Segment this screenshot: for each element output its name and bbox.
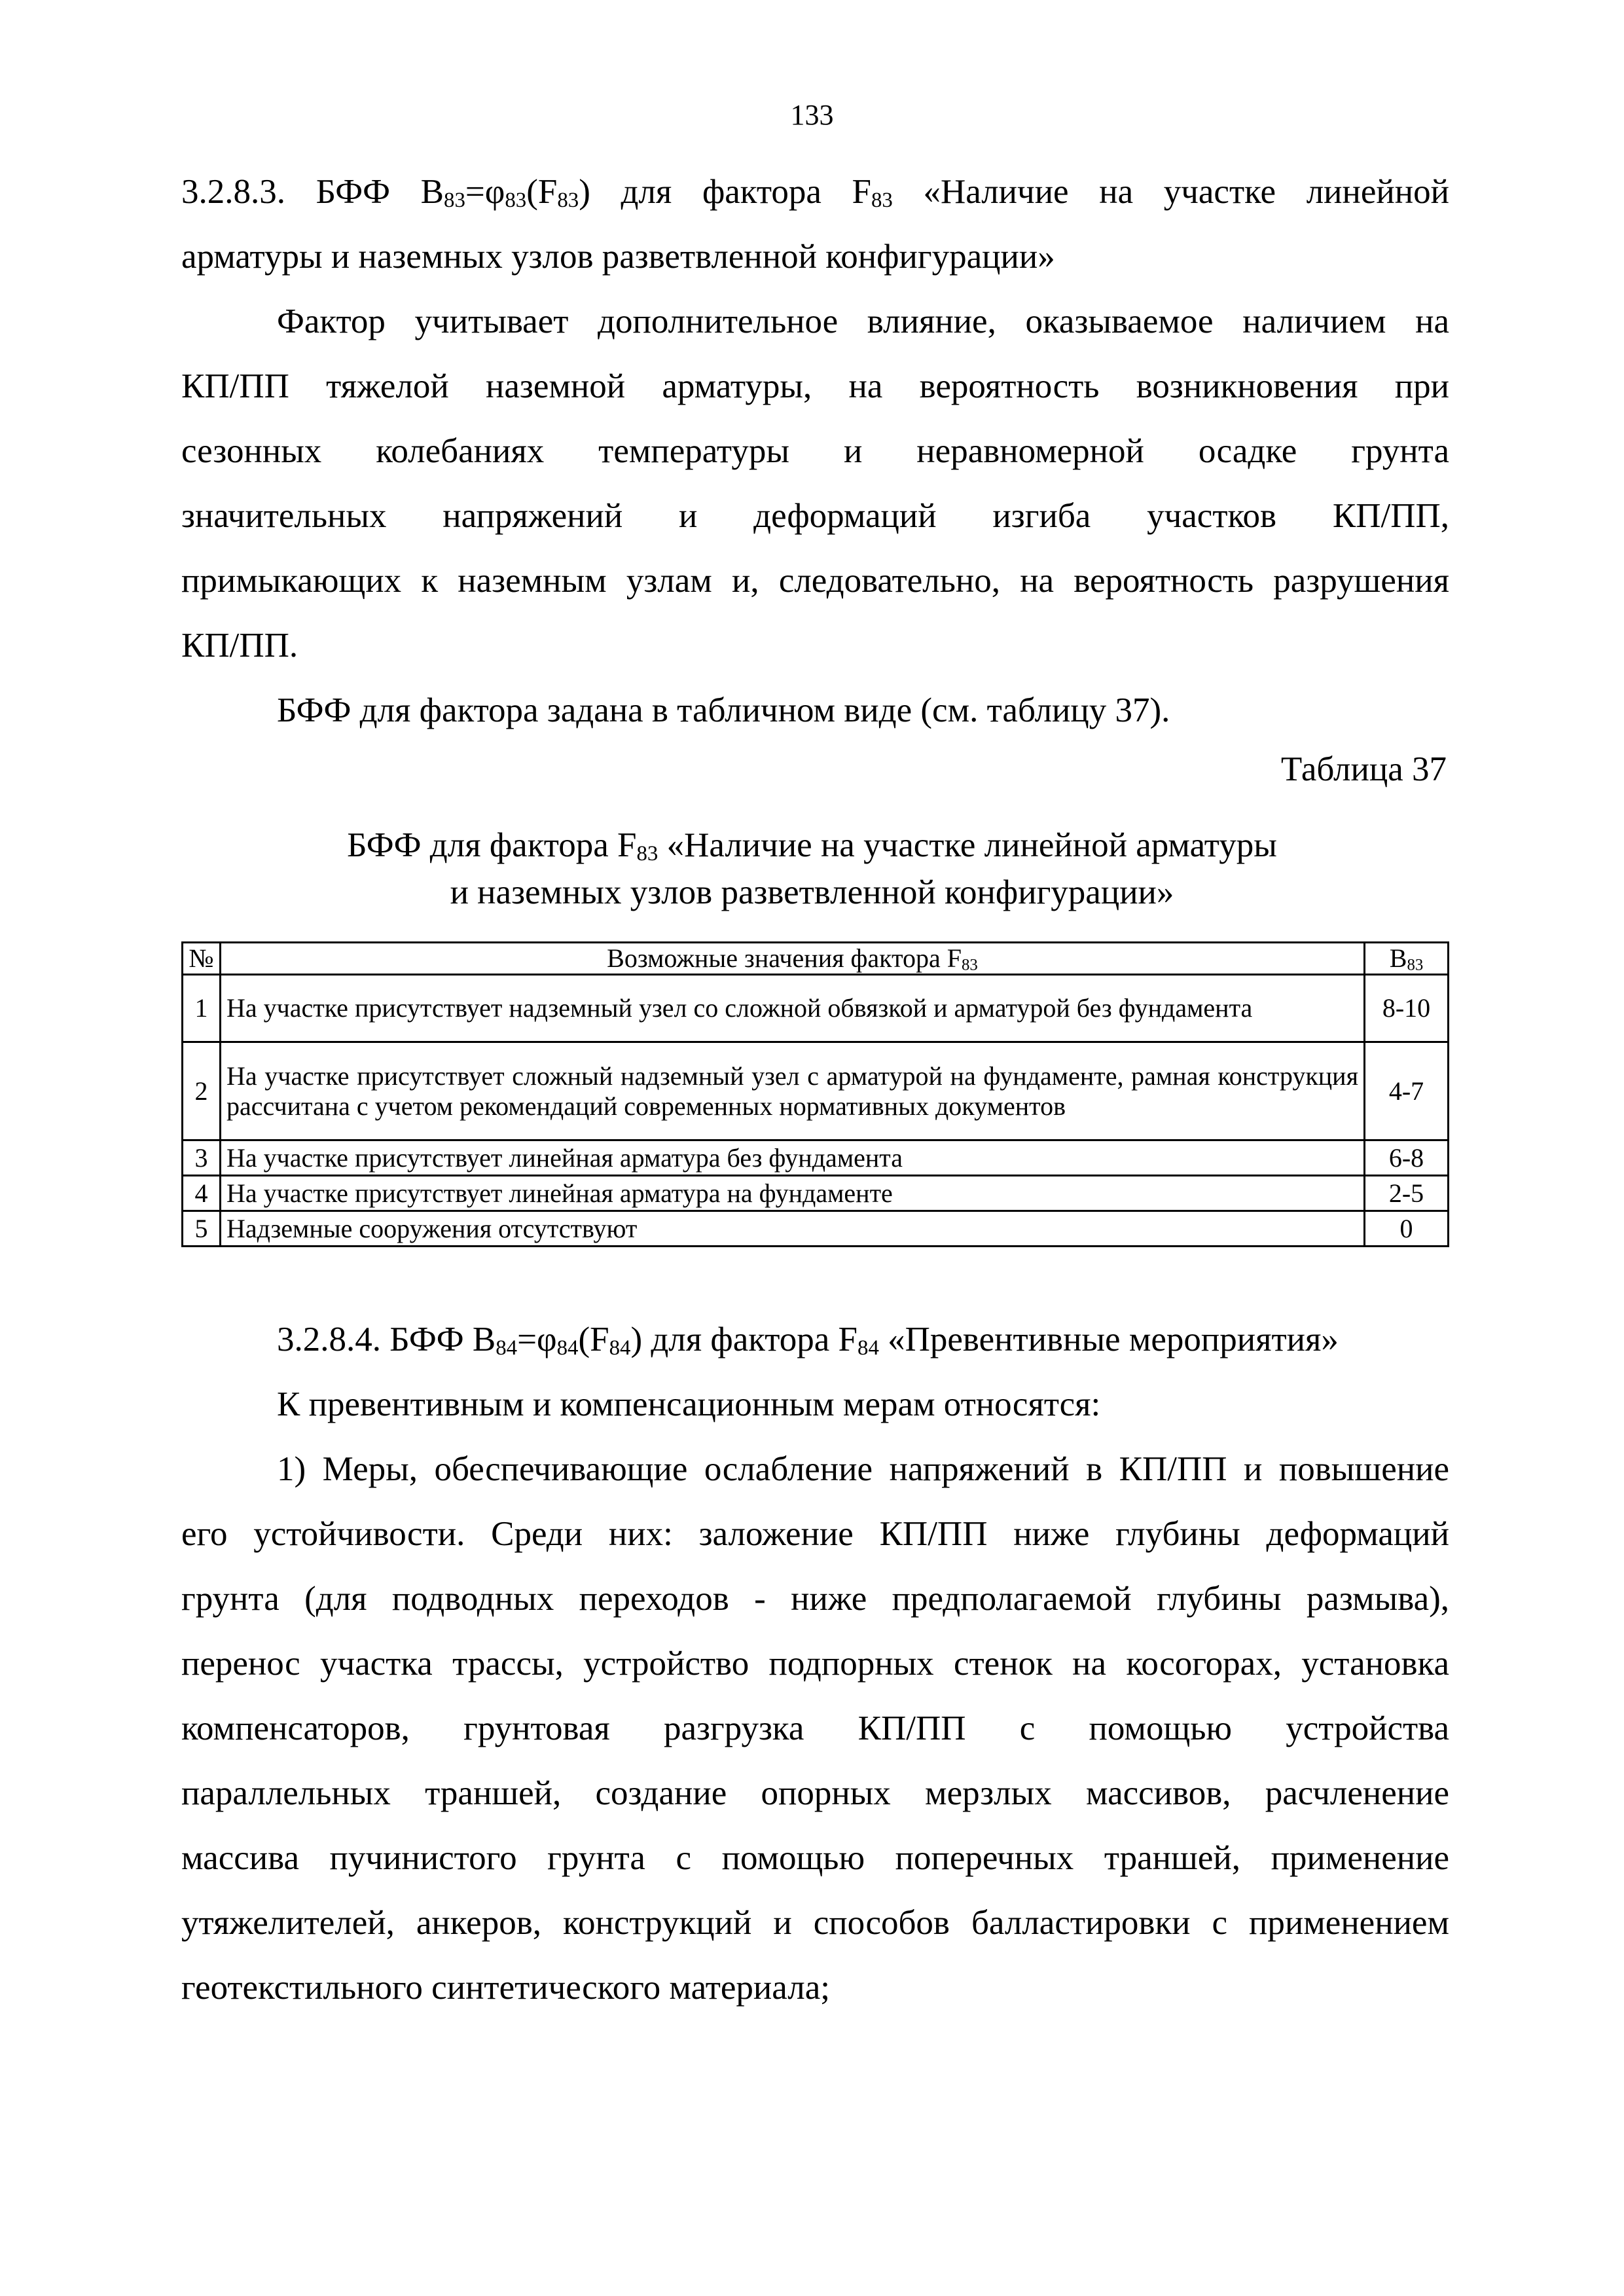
table-row [183,975,1449,1042]
paragraph-line: КП/ПП. [181,627,298,665]
factor-table [181,941,1449,1247]
row-num: 3 [183,1140,221,1176]
row-value: 0 [1365,1211,1449,1247]
row-description: Надземные сооружения отсутствуют [221,1211,1365,1247]
item1-line: компенсаторов, грунтовая разгрузка КП/ПП с помощью устройства [181,1709,1449,1747]
paragraph-line: примыкающих к наземным узлам и, следовательно, на вероятность разрушения [181,562,1449,600]
paragraph-line: КП/ПП тяжелой наземной арматуры, на вероятность возникновения при [181,367,1449,405]
page-number: 133 [790,99,834,131]
table-row [183,1140,1449,1176]
paragraph-line: Фактор учитывает дополнительное влияние, оказываемое наличием на [277,302,1449,340]
row-num: 4 [183,1176,221,1211]
item1-line: утяжелителей, анкеров, конструкций и способов балластировки с применением [181,1904,1449,1942]
section-3284-intro: К превентивным и компенсационным мерам относятся: [277,1385,1101,1423]
section-3283-heading-line1: 3.2.8.3. БФФ $B_{83}=\varphi_{83}(F_{83})$ для фактора $F_{83}$ «Наличие на участке линейной [181,173,1449,212]
row-num: 2 [183,1042,221,1140]
table-caption-line2: и наземных узлов разветвленной конфигурации» [450,873,1174,911]
row-num: 1 [183,975,221,1042]
item1-line: массива пучинистого грунта с помощью поперечных траншей, применение [181,1839,1449,1877]
item1-line: 1) Меры, обеспечивающие ослабление напряжений в КП/ПП и повышение [277,1450,1449,1488]
row-description: На участке присутствует линейная арматура без фундамента [221,1140,1365,1176]
item1-line: параллельных траншей, создание опорных мерзлых массивов, расчленение [181,1774,1449,1812]
item1-line: геотекстильного синтетического материала; [181,1969,830,2007]
header-value: $B_{83}$ [1365,943,1449,975]
table-caption [0,822,1624,916]
table-row [183,1042,1449,1140]
table-row [183,1176,1449,1211]
header-num: № [183,943,221,975]
row-value: 6-8 [1365,1140,1449,1176]
row-value: 2-5 [1365,1176,1449,1211]
row-num: 5 [183,1211,221,1247]
paragraph-line: значительных напряжений и деформаций изгиба участков КП/ПП, [181,497,1449,535]
row-description: На участке присутствует линейная арматура на фундаменте [221,1176,1365,1211]
paragraph-line: сезонных колебаниях температуры и неравномерной осадке грунта [181,432,1449,470]
row-description: На участке присутствует надземный узел со сложной обвязкой и арматурой без фундамента [221,975,1365,1042]
section-3283-heading-line2: арматуры и наземных узлов разветвленной конфигурации» [181,238,1055,276]
section-3284-heading: 3.2.8.4. БФФ $B_{84}=\varphi_{84}(F_{84})$ для фактора $F_{84}$ «Превентивные мероприятия» [277,1321,1339,1360]
table-row [183,1211,1449,1247]
row-description: На участке присутствует сложный надземный узел с арматурой на фундаменте, рамная конструкция рассчитана с учетом рекомендаций современных нормативных документов [221,1042,1365,1140]
row-value: 4-7 [1365,1042,1449,1140]
item1-line: грунта (для подводных переходов - ниже предполагаемой глубины размыва), [181,1580,1449,1618]
table-reference: БФФ для фактора задана в табличном виде (см. таблицу 37). [277,691,1170,729]
table-caption-line1: БФФ для фактора $F_{83}$ «Наличие на участке линейной арматуры [347,826,1277,866]
item1-line: перенос участка трассы, устройство подпорных стенок на косогорах, установка [181,1645,1449,1683]
table-header-row [183,943,1449,975]
header-description: Возможные значения фактора $F_{83}$ [221,943,1365,975]
item1-line: его устойчивости. Среди них: заложение КП/ПП ниже глубины деформаций [181,1515,1449,1553]
table-label: Таблица 37 [1280,750,1447,788]
row-value: 8-10 [1365,975,1449,1042]
